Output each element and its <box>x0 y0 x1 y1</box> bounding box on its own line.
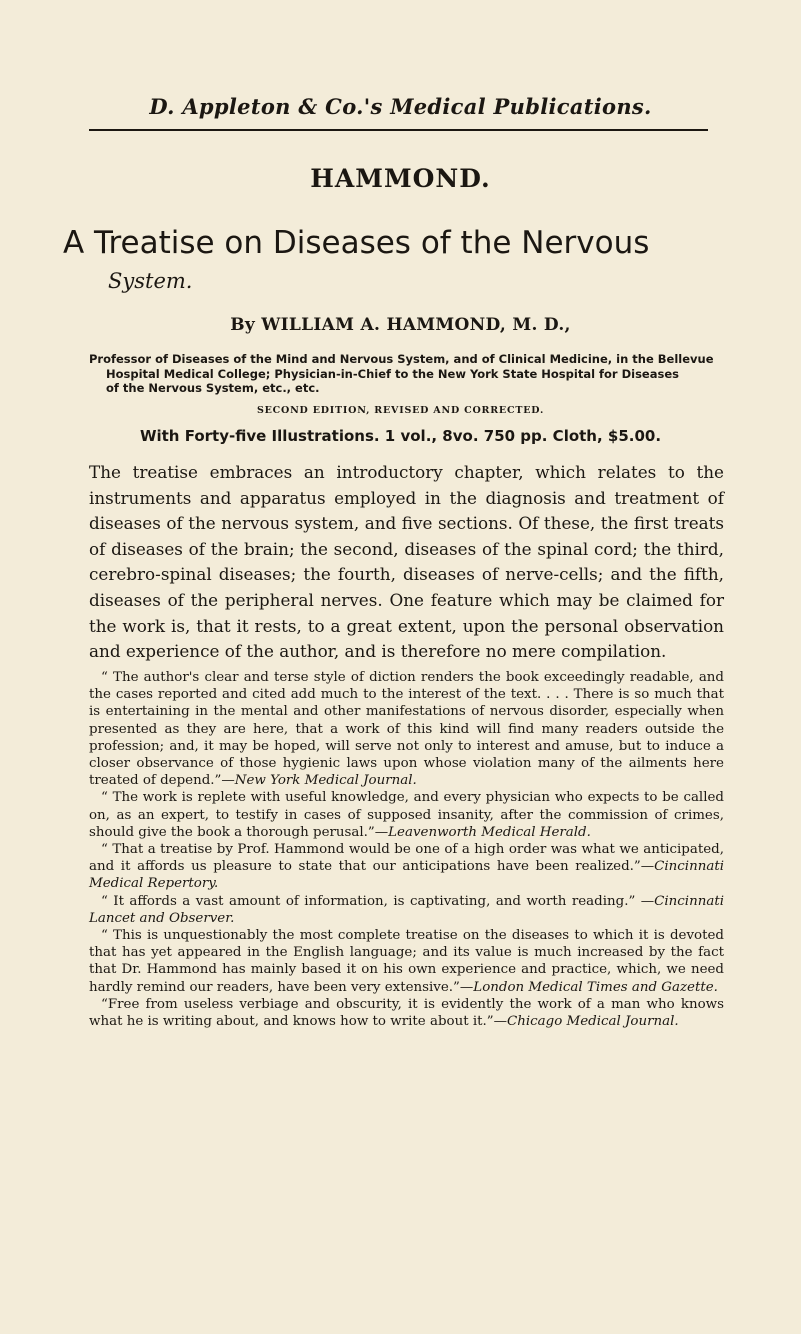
book-description: The treatise embraces an introductory chapter, which relates to the instruments and apparatus employed in the diagnosis and treatment of diseases of the nervous system, and five sections. Of these, the first treats of diseases of the brain; the second, diseases of the spinal cord; the third, cerebro-spinal diseases; the fourth, diseases of nerve-cells; and the fifth, diseases of the peripheral nerves. One feature which may be claimed for the work is, that it rests, to a great extent, upon the personal observation and experience of the author, and is therefore no mere compilation. <box>89 462 724 662</box>
review-quote: “ That a treatise by Prof. Hammond would be one of a high order was what we anticipated, and it affords us pleasure to state that our anticipations have been realized.”—Cincinnati Medical Repertory. <box>89 842 724 892</box>
review-quote: “Free from useless verbiage and obscurity, it is evidently the work of a man who knows what he is writing about, and knows how to write about it.”—Chicago Medical Journal. <box>89 996 724 1030</box>
review-source: Leavenworth Medical Herald. <box>388 824 591 840</box>
title-line-1: A Treatise on Diseases of the Nervous <box>63 225 650 261</box>
author-heading: HAMMOND. <box>310 164 491 193</box>
review-source: London Medical Times and Gazette. <box>473 979 718 995</box>
review-quotes <box>89 669 724 1030</box>
running-head: D. Appleton & Co.'s Medical Publications. <box>149 94 652 119</box>
title-line-2: System. <box>108 269 193 293</box>
credentials-line-1: Professor of Diseases of the Mind and Nervous System, and of Clinical Medicine, in the Bellevue <box>89 352 714 366</box>
book-title <box>63 224 753 300</box>
byline: By WILLIAM A. HAMMOND, M. D., <box>230 315 571 335</box>
review-quote: “ It affords a vast amount of information, is captivating, and worth reading.” —Cincinnati Lancet and Observer. <box>89 893 724 926</box>
review-quote: “ The work is replete with useful knowledge, and every physician who expects to be called on, as an expert, to testify in cases of supposed insanity, after the commission of crimes, should give the book a thorough perusal.”—Leavenworth Medical Herald. <box>89 790 724 840</box>
edition-note: SECOND EDITION, REVISED AND CORRECTED. <box>256 405 545 416</box>
credentials-line-2: Hospital Medical College; Physician-in-Chief to the New York State Hospital for Diseases <box>106 366 679 381</box>
review-source: Cincinnati Lancet and Observer. <box>89 893 724 926</box>
review-quote: “ The author's clear and terse style of diction renders the book exceedingly readable, and the cases reported and cited add much to the interest of the text. . . . There is so much that is entertaining in the mental and other manifestations of nervous disorder, especially when presented as they are here, that a work of this kind will find many readers outside the profession; and, it may be hoped, will serve not only to interest and amuse, but to induce a closer observance of those hygienic laws upon whose violation many of the ailments here treated of depend.”—New York Medical Journal. <box>89 670 724 789</box>
credentials-line-3: of the Nervous System, etc., etc. <box>106 381 320 395</box>
review-quote: “ This is unquestionably the most complete treatise on the diseases to which it is devoted that has yet appeared in the English language; and its value is much increased by the fact that Dr. Hammond has mainly based it on his own experience and practice, which, we need hardly remind our readers, have been very extensive.”—London Medical Times and Gazette. <box>89 928 724 995</box>
header-rule <box>89 129 708 131</box>
pricing-line: With Forty-five Illustrations. 1 vol., 8vo. 750 pp. Cloth, $5.00. <box>139 427 662 445</box>
review-source: Cincinnati Medical Repertory. <box>89 859 724 892</box>
author-credentials <box>89 352 724 396</box>
review-source: Chicago Medical Journal. <box>507 1014 679 1030</box>
review-source: New York Medical Journal. <box>234 773 417 789</box>
